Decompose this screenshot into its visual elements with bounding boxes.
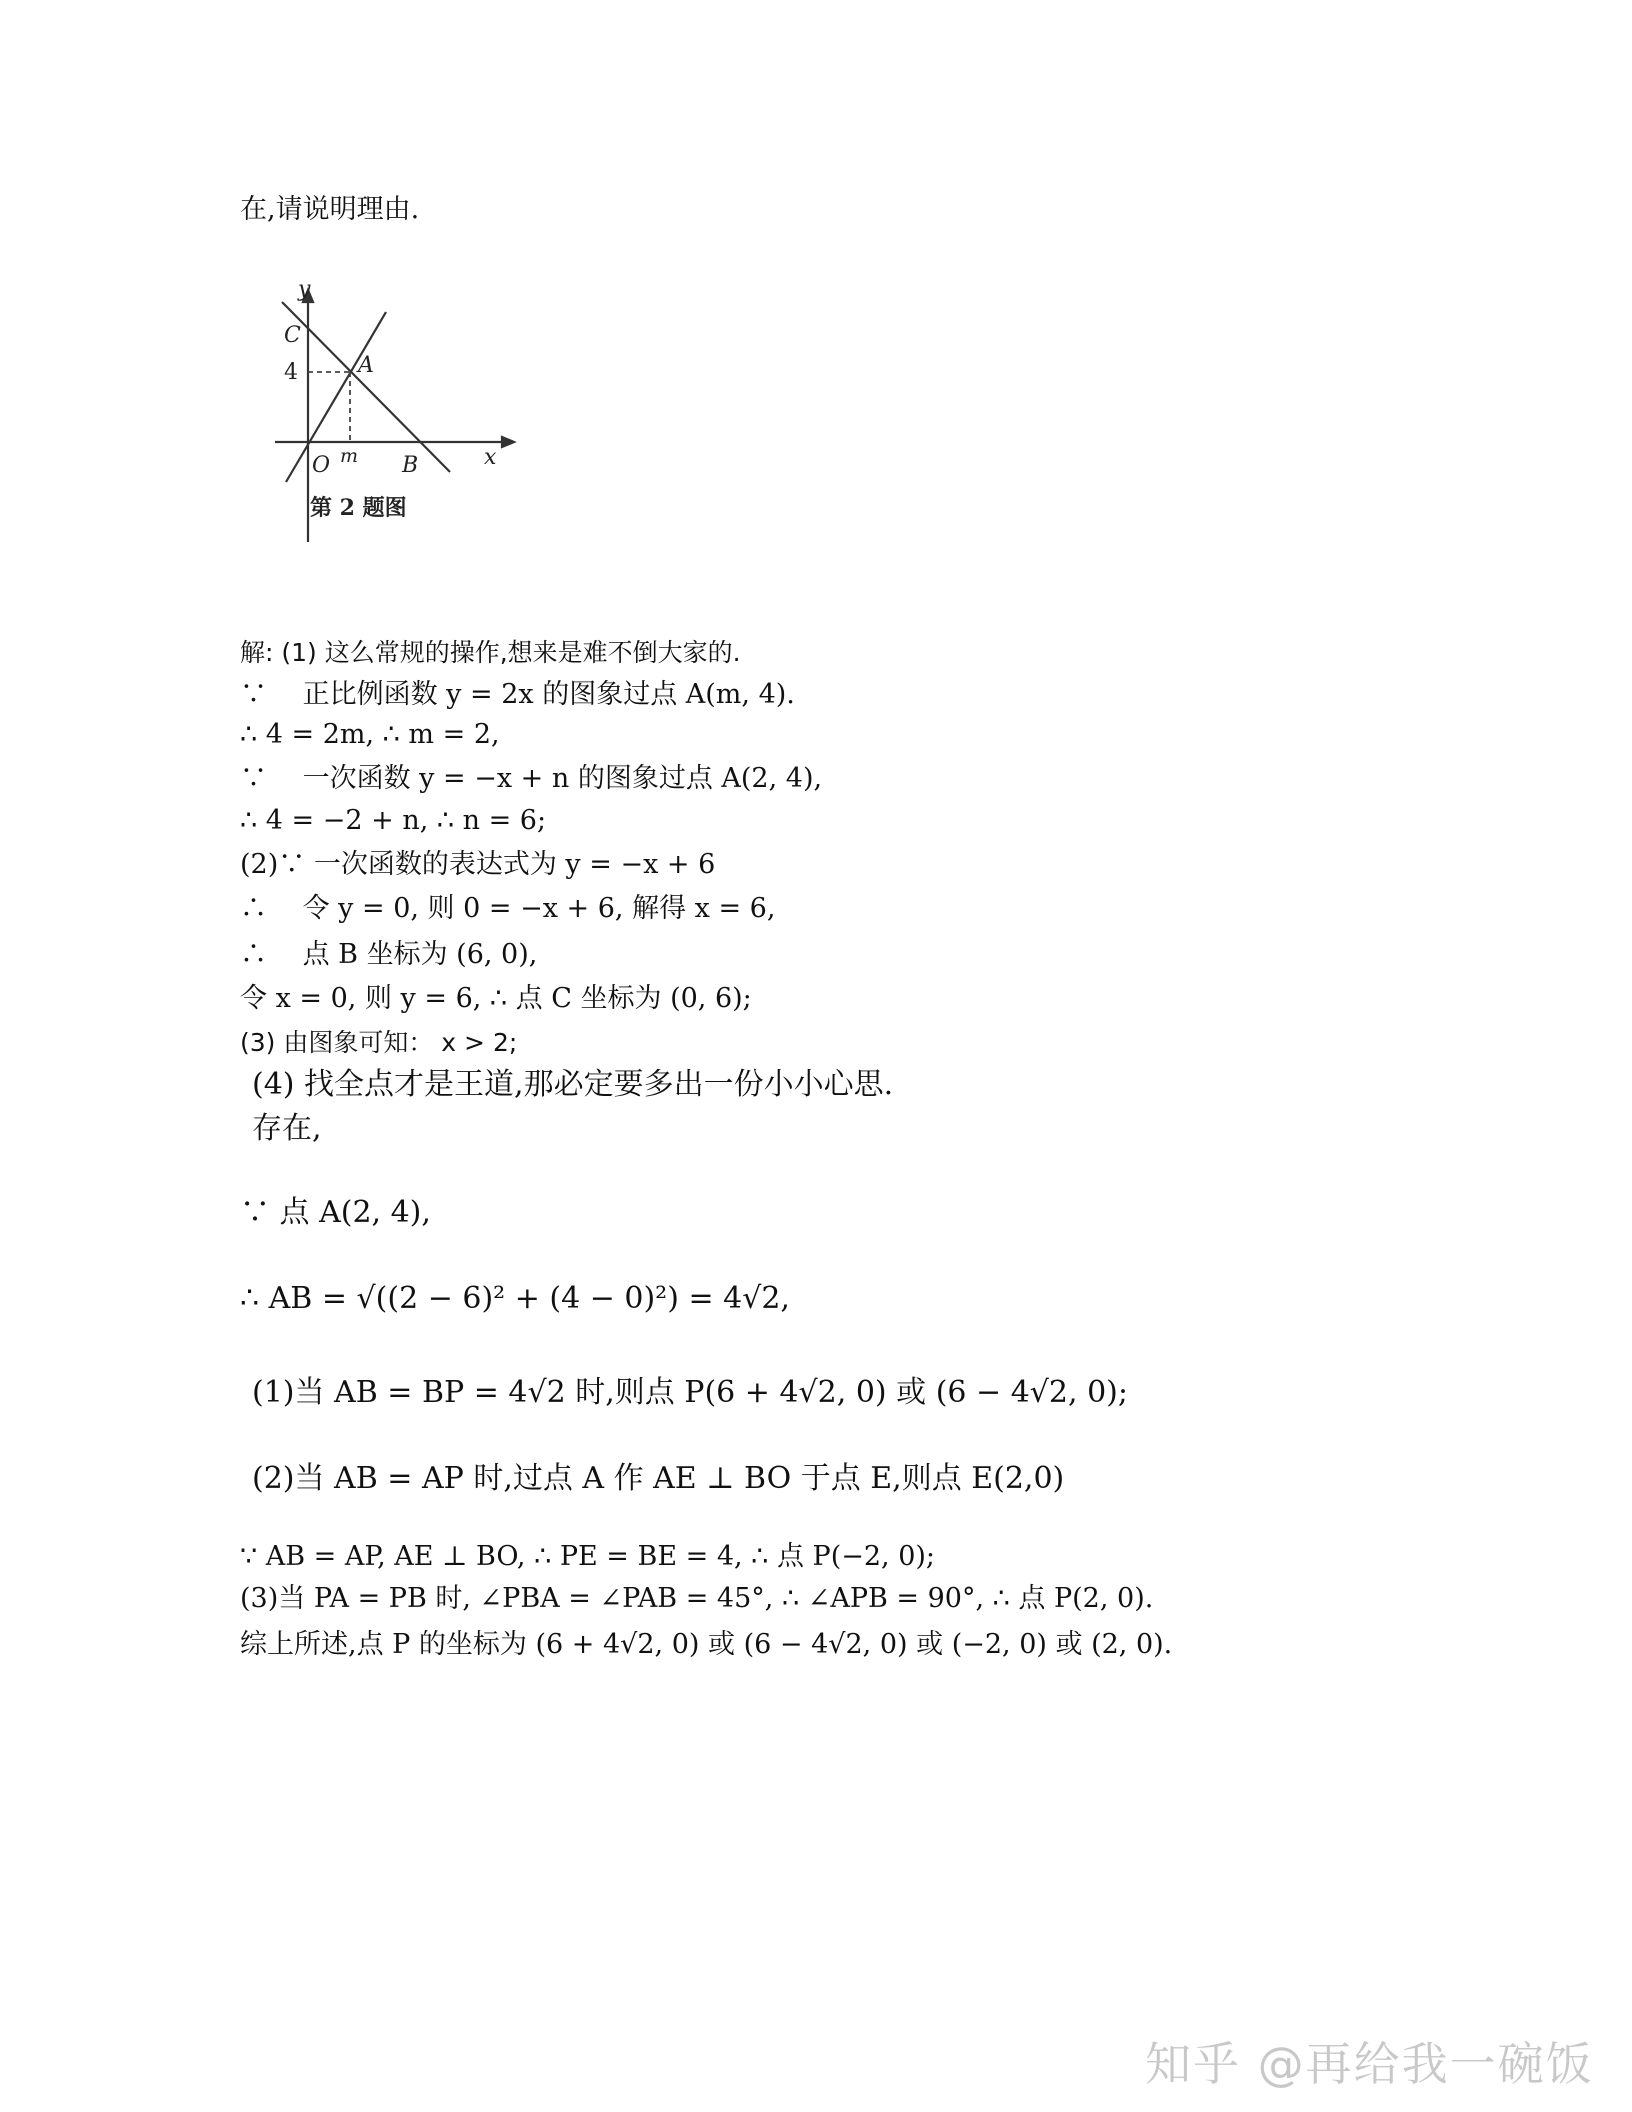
solution-line-14: ∴ AB = √((2 − 6)² + (4 − 0)²) = 4√2, — [240, 1281, 790, 1316]
solution-line-19: 综上所述,点 P 的坐标为 (6 + 4√2, 0) 或 (6 − 4√2, 0) 或 (−2, 0) 或 (2, 0). — [240, 1629, 1173, 1660]
solution-line-7: ∴ 令 y = 0, 则 0 = −x + 6, 解得 x = 6, — [240, 893, 776, 924]
label-B: B — [402, 453, 419, 478]
solution-line-6: (2)∵ 一次函数的表达式为 y = −x + 6 — [240, 849, 716, 880]
solution-line-3: ∴ 4 = 2m, ∴ m = 2, — [240, 719, 500, 750]
label-4: 4 — [284, 360, 298, 385]
label-O: O — [312, 453, 331, 478]
label-m: m — [340, 445, 359, 467]
label-x: x — [484, 445, 497, 470]
solution-line-11: (4) 找全点才是王道,那必定要多出一份小小心思. — [252, 1067, 894, 1102]
function-graph-figure — [240, 272, 540, 542]
zhihu-watermark: 知乎 @再给我一碗饭 — [1145, 2037, 1594, 2091]
x-axis-arrow — [502, 437, 514, 447]
figure-caption: 第 2 题图 — [310, 495, 407, 521]
solution-line-12: 存在, — [252, 1111, 322, 1146]
solution-line-1: 解: (1) 这么常规的操作,想来是难不倒大家的. — [240, 638, 741, 667]
solution-line-18: (3)当 PA = PB 时, ∠PBA = ∠PAB = 45°, ∴ ∠APB = 90°, ∴ 点 P(2, 0). — [240, 1583, 1154, 1614]
solution-line-8: ∴ 点 B 坐标为 (6, 0), — [240, 939, 538, 970]
solution-line-10: (3) 由图象可知： x > 2; — [240, 1028, 518, 1057]
intro-text: 在,请说明理由. — [240, 194, 420, 225]
solution-line-16: (2)当 AB = AP 时,过点 A 作 AE ⊥ BO 于点 E,则点 E(2,0) — [252, 1461, 1065, 1496]
label-C: C — [284, 323, 301, 348]
solution-line-5: ∴ 4 = −2 + n, ∴ n = 6; — [240, 805, 547, 836]
solution-line-13: ∵ 点 A(2, 4), — [240, 1195, 431, 1230]
solution-line-17: ∵ AB = AP, AE ⊥ BO, ∴ PE = BE = 4, ∴ 点 P(−2, 0); — [240, 1541, 935, 1572]
solution-line-4: ∵ 一次函数 y = −x + n 的图象过点 A(2, 4), — [240, 763, 823, 794]
solution-line-2: ∵ 正比例函数 y = 2x 的图象过点 A(m, 4). — [240, 679, 795, 710]
solution-line-15: (1)当 AB = BP = 4√2 时,则点 P(6 + 4√2, 0) 或 (6 − 4√2, 0); — [252, 1375, 1128, 1410]
label-y: y — [298, 277, 311, 302]
label-A: A — [358, 353, 374, 378]
solution-line-9: 令 x = 0, 则 y = 6, ∴ 点 C 坐标为 (0, 6); — [240, 983, 752, 1014]
line-y-2x — [286, 312, 386, 482]
